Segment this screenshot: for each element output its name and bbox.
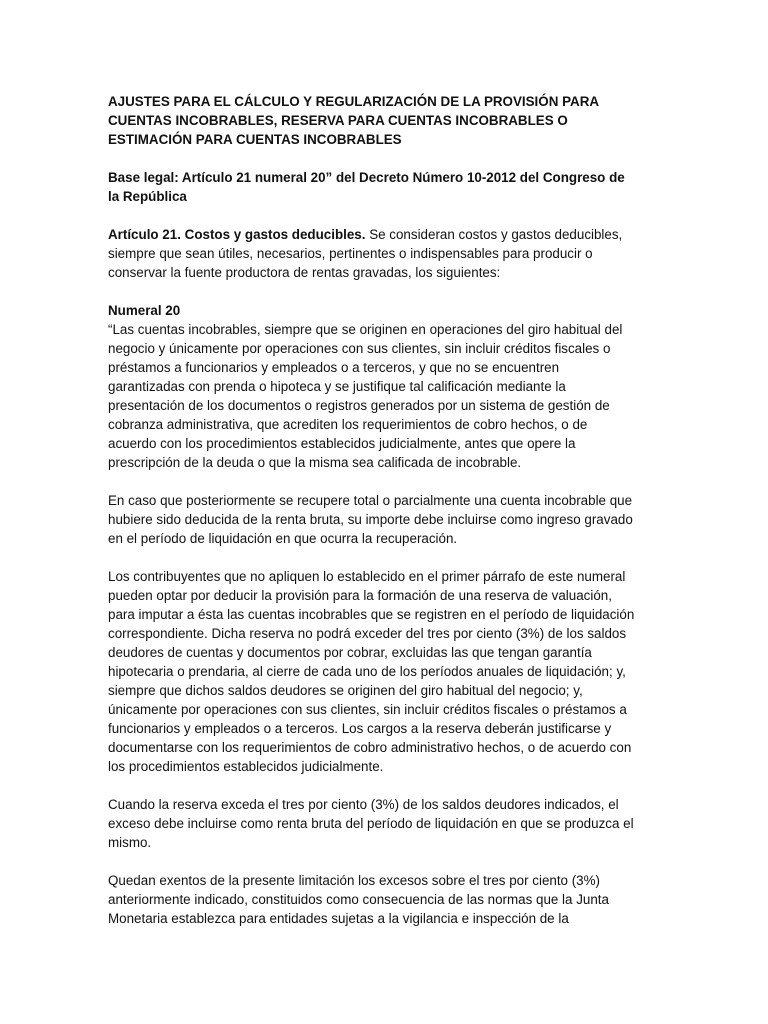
article-text: Se consideran costos y gastos deducibles, siempre que sean útiles, necesarios, pertinentes o indispensables para producir o conservar la fuente productora de rentas gravadas, los siguientes: — [108, 227, 623, 280]
numeral-block — [108, 301, 636, 472]
numeral-paragraph-1: “Las cuentas incobrables, siempre que se originen en operaciones del giro habitual del negocio y únicamente por operaciones con sus clientes, sin incluir créditos fiscales o préstamos a funcionarios y empleados o a terceros, y que no se encuentren garantizadas con prenda o hipoteca y se justifique tal calificación mediante la presentación de los documentos o registros generados por un sistema de gestión de cobranza administrativa, que acrediten los requerimientos de cobro hechos, o de acuerdo con los procedimientos establecidos judicialmente, antes que opere la prescripción de la deuda o que la misma sea calificada de incobrable. — [108, 322, 623, 470]
legal-basis: Base legal: Artículo 21 numeral 20” del Decreto Número 10-2012 del Congreso de la República — [108, 170, 625, 204]
document-page — [108, 92, 636, 947]
numeral-heading: Numeral 20 — [108, 303, 181, 318]
numeral-paragraph-5: Quedan exentos de la presente limitación los excesos sobre el tres por ciento (3%) anteriormente indicado, constituidos como consecuencia de las normas que la Junta Monetaria establezca para entidades sujetas a la vigilancia e inspección de la — [108, 873, 609, 926]
article-heading: Artículo 21. Costos y gastos deducibles. — [108, 227, 366, 242]
article-paragraph — [108, 225, 636, 282]
numeral-paragraph-2: En caso que posteriormente se recupere total o parcialmente una cuenta incobrable que hubiere sido deducida de la renta bruta, su importe debe incluirse como ingreso gravado en el período de liquidación en que ocurra la recuperación. — [108, 493, 633, 546]
numeral-paragraph-3: Los contribuyentes que no apliquen lo establecido en el primer párrafo de este numeral pueden optar por deducir la provisión para la formación de una reserva de valuación, para imputar a ésta las cuentas incobrables que se registren en el período de liquidación correspondiente. Dicha reserva no podrá exceder del tres por ciento (3%) de los saldos deudores de cuentas y documentos por cobrar, excluidas las que tengan garantía hipotecaria o prendaria, al cierre de cada uno de los períodos anuales de liquidación; y, siempre que dichos saldos deudores se originen del giro habitual del negocio; y, únicamente por operaciones con sus clientes, sin incluir créditos fiscales o préstamos a funcionarios y empleados o a terceros. Los cargos a la reserva deberán justificarse y documentarse con los requerimientos de cobro administrativo hechos, o de acuerdo con los procedimientos establecidos judicialmente. — [108, 569, 635, 774]
document-title: AJUSTES PARA EL CÁLCULO Y REGULARIZACIÓN DE LA PROVISIÓN PARA CUENTAS INCOBRABLES, RESERVA PARA CUENTAS INCOBRABLES O ESTIMACIÓN PARA CUENTAS INCOBRABLES — [108, 94, 599, 147]
numeral-paragraph-4: Cuando la reserva exceda el tres por ciento (3%) de los saldos deudores indicados, el exceso debe incluirse como renta bruta del período de liquidación en que se produzca el mismo. — [108, 797, 634, 850]
